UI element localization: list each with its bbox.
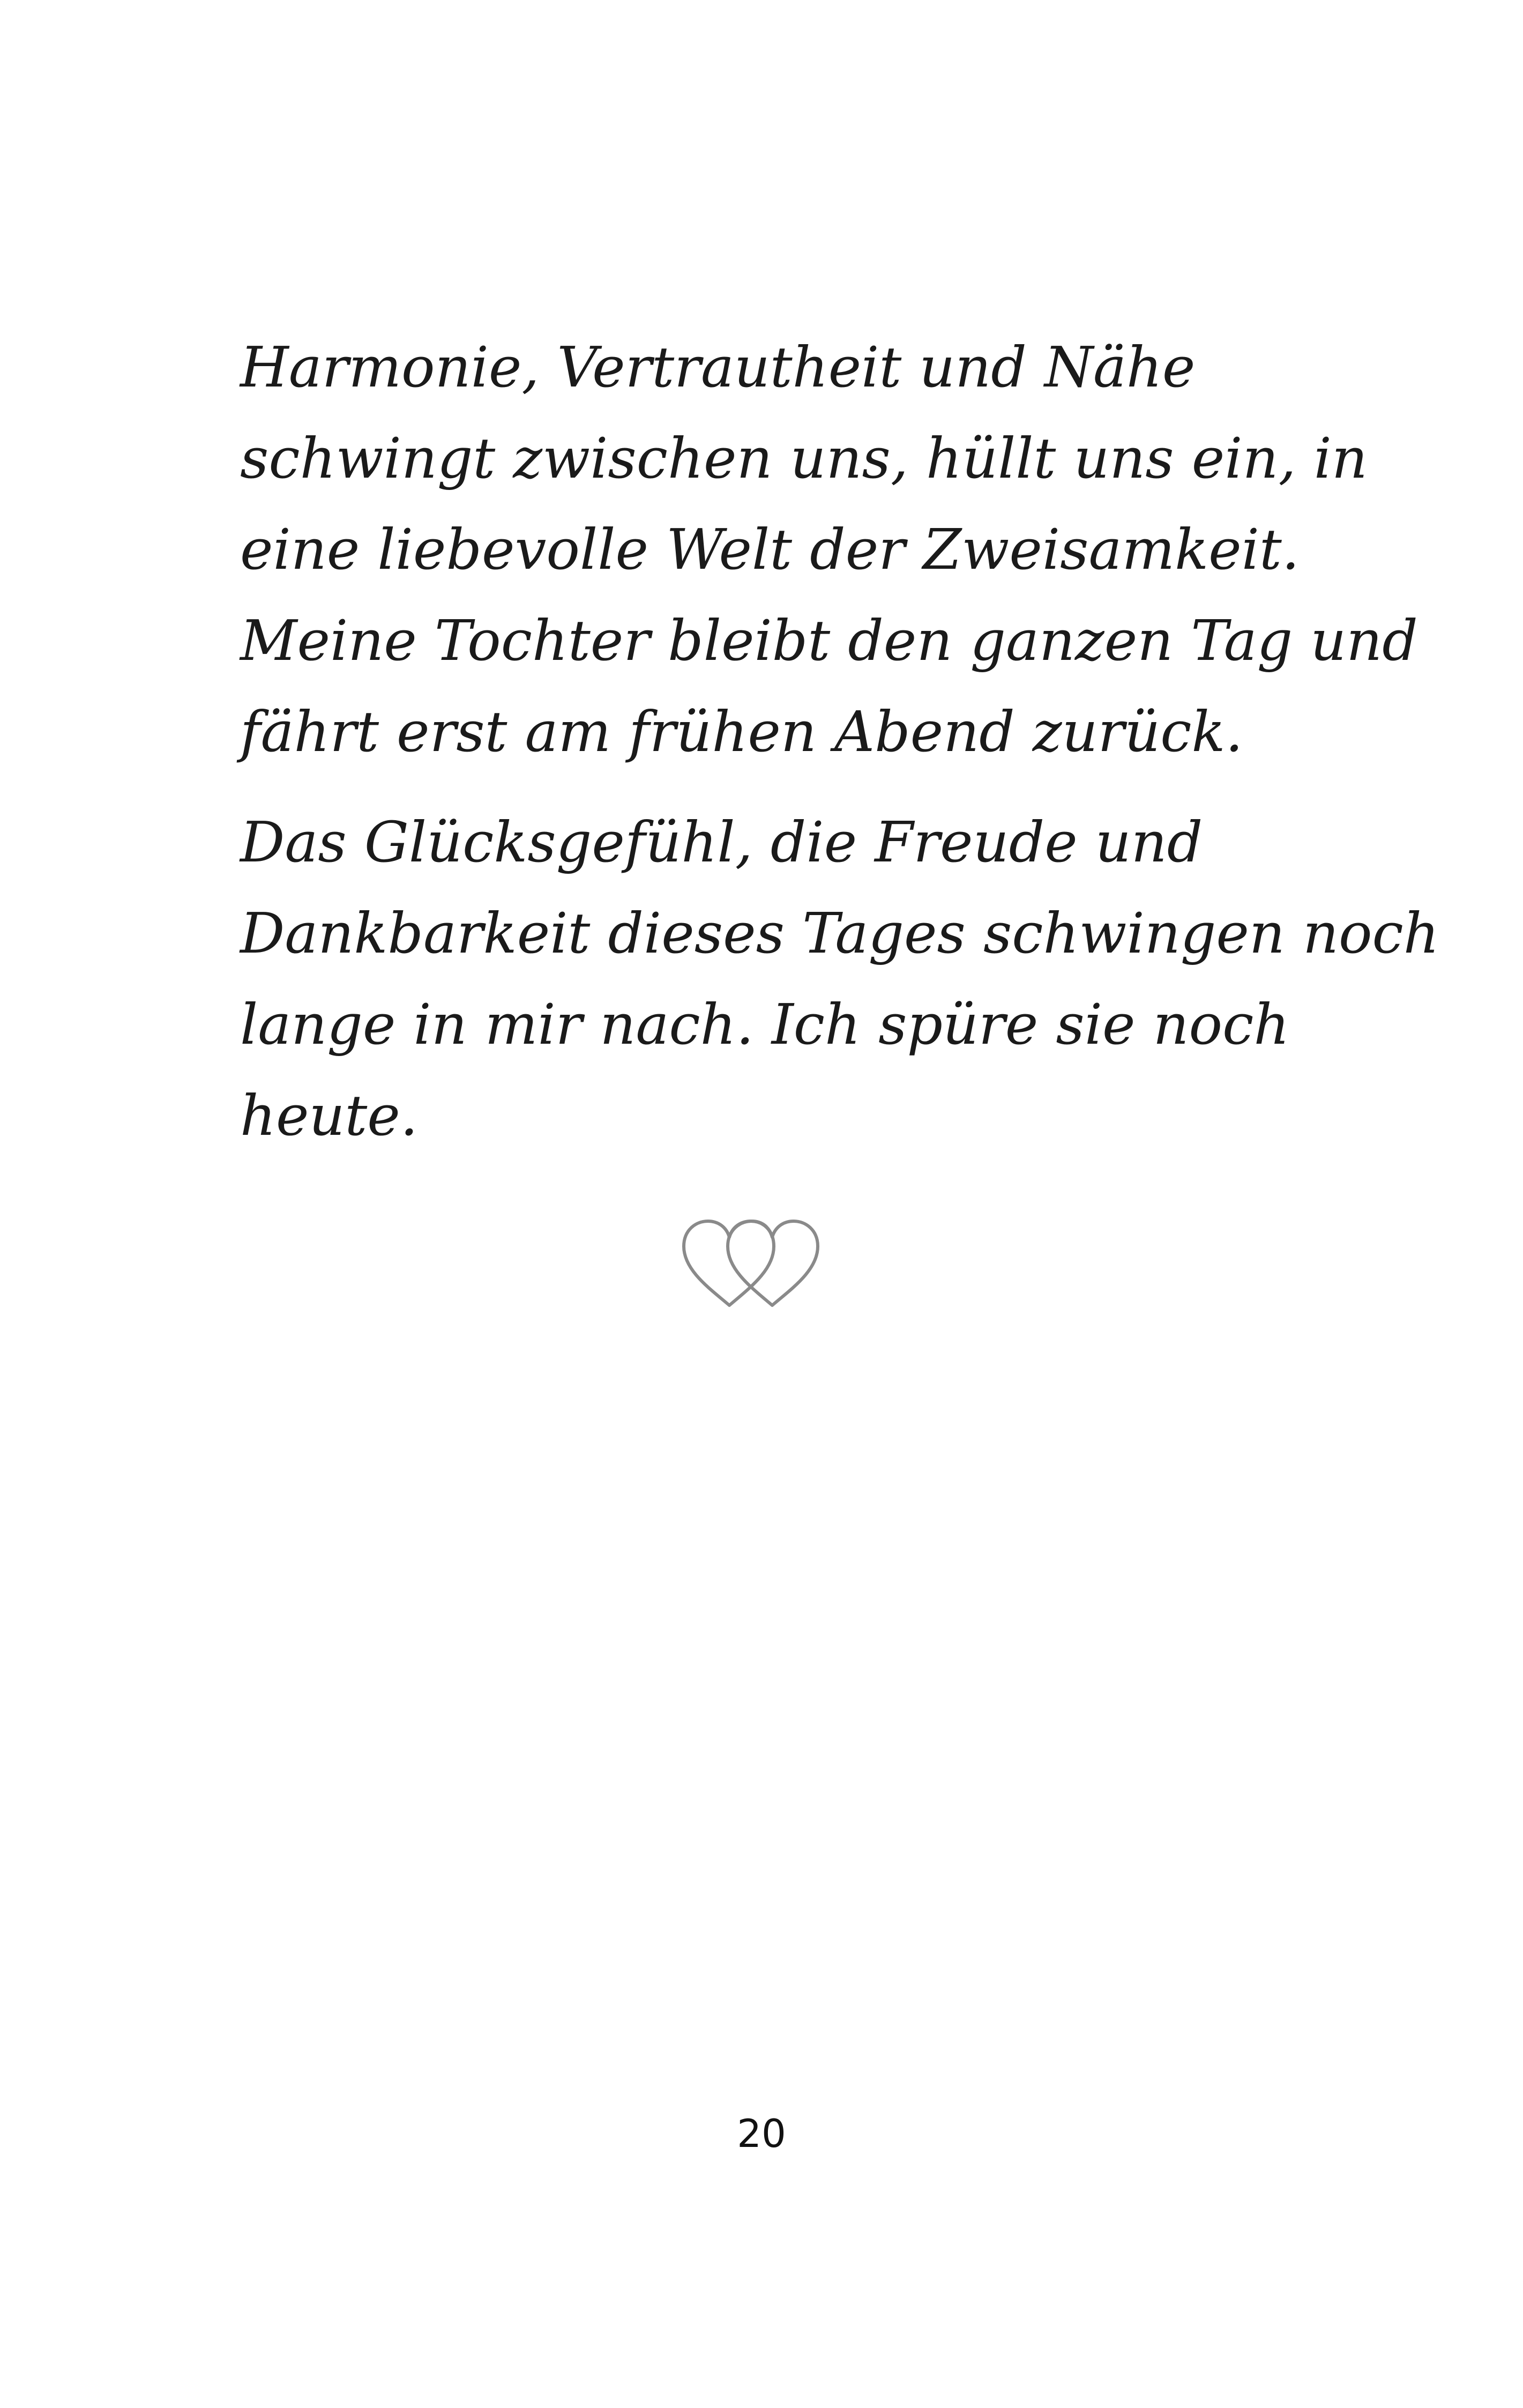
text-line: lange in mir nach. Ich spüre sie noch bbox=[240, 992, 1290, 1057]
text-line: eine liebevolle Welt der Zweisamkeit. bbox=[240, 517, 1300, 582]
double-hearts-icon bbox=[678, 1217, 823, 1313]
text-line: Dankbarkeit dieses Tages schwingen noch bbox=[240, 901, 1439, 966]
text-line: Das Glücksgefühl, die Freude und bbox=[240, 809, 1203, 875]
paragraph-1 bbox=[240, 322, 1418, 777]
body-text bbox=[240, 322, 1439, 1161]
text-line: heute. bbox=[240, 1083, 418, 1148]
paragraph-2 bbox=[240, 797, 1439, 1161]
right-heart-outline bbox=[728, 1221, 818, 1305]
text-line: Meine Tochter bleibt den ganzen Tag und bbox=[240, 608, 1418, 673]
text-line: fährt erst am frühen Abend zurück. bbox=[240, 699, 1243, 764]
text-line: Harmonie, Vertrautheit und Nähe bbox=[240, 335, 1196, 400]
text-line: schwingt zwischen uns, hüllt uns ein, in bbox=[240, 426, 1368, 491]
page-number: 20 bbox=[737, 2111, 786, 2156]
